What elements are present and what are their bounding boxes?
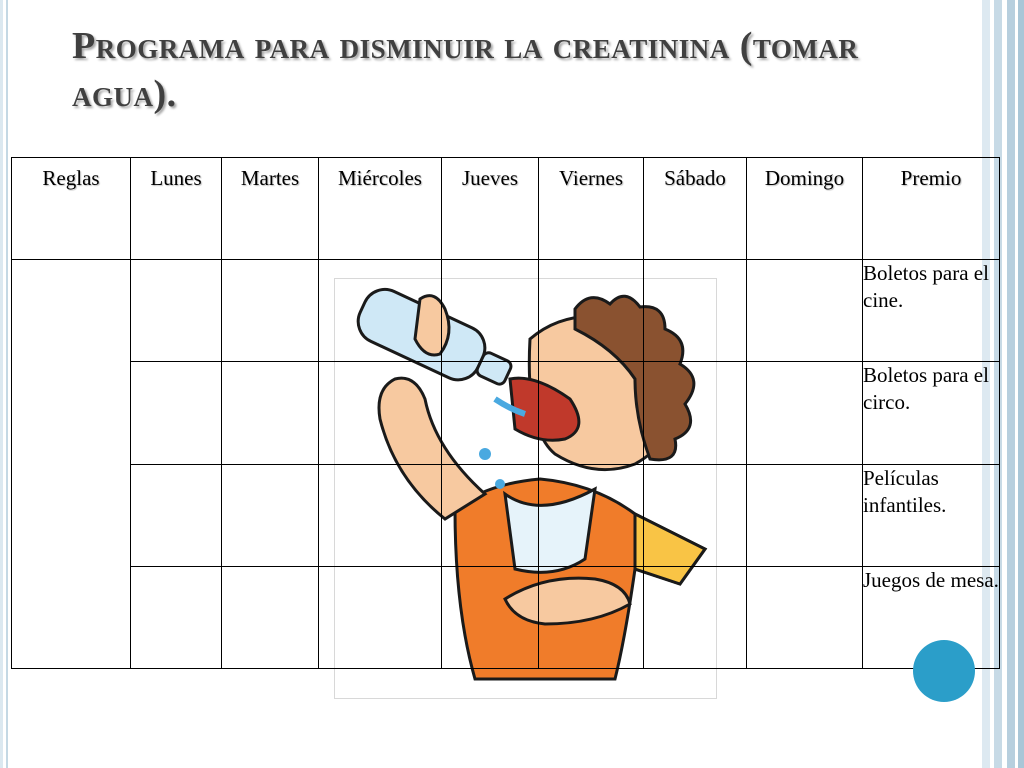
table-cell <box>644 566 747 668</box>
table-cell <box>442 464 539 566</box>
table-cell <box>442 362 539 464</box>
table-cell <box>747 362 863 464</box>
decorative-circle <box>913 640 975 702</box>
table-cell <box>131 362 222 464</box>
table-cell <box>222 464 319 566</box>
table-cell <box>131 260 222 362</box>
table-row <box>12 260 1000 362</box>
table-row <box>12 464 1000 566</box>
table-cell <box>539 566 644 668</box>
header-martes: Martes <box>222 158 319 260</box>
prize-cell: Juegos de mesa. <box>863 566 1000 668</box>
reglas-cell <box>12 260 131 669</box>
prize-cell: Boletos para el cine. <box>863 260 1000 362</box>
table-cell <box>747 260 863 362</box>
header-sabado: Sábado <box>644 158 747 260</box>
header-premio: Premio <box>863 158 1000 260</box>
table-cell <box>319 566 442 668</box>
table-cell <box>644 362 747 464</box>
weekly-water-chart <box>11 157 1000 669</box>
header-lunes: Lunes <box>131 158 222 260</box>
table-cell <box>222 362 319 464</box>
table-cell <box>222 260 319 362</box>
table-header-row <box>12 158 1000 260</box>
header-domingo: Domingo <box>747 158 863 260</box>
prize-cell: Películas infantiles. <box>863 464 1000 566</box>
table-cell <box>539 362 644 464</box>
prize-cell: Boletos para el circo. <box>863 362 1000 464</box>
table-cell <box>442 260 539 362</box>
header-viernes: Viernes <box>539 158 644 260</box>
table-cell <box>131 464 222 566</box>
table-cell <box>644 464 747 566</box>
header-jueves: Jueves <box>442 158 539 260</box>
table-row <box>12 566 1000 668</box>
table-cell <box>319 362 442 464</box>
table-cell <box>131 566 222 668</box>
table-row <box>12 362 1000 464</box>
table-cell <box>539 260 644 362</box>
table-cell <box>747 464 863 566</box>
table-cell <box>442 566 539 668</box>
slide-title: Programa para disminuir la creatinina (tomar agua). <box>72 25 859 115</box>
table-cell <box>222 566 319 668</box>
header-miercoles: Miércoles <box>319 158 442 260</box>
table-cell <box>319 260 442 362</box>
table-cell <box>747 566 863 668</box>
table-cell <box>644 260 747 362</box>
table-cell <box>539 464 644 566</box>
header-reglas: Reglas <box>12 158 131 260</box>
table-cell <box>319 464 442 566</box>
